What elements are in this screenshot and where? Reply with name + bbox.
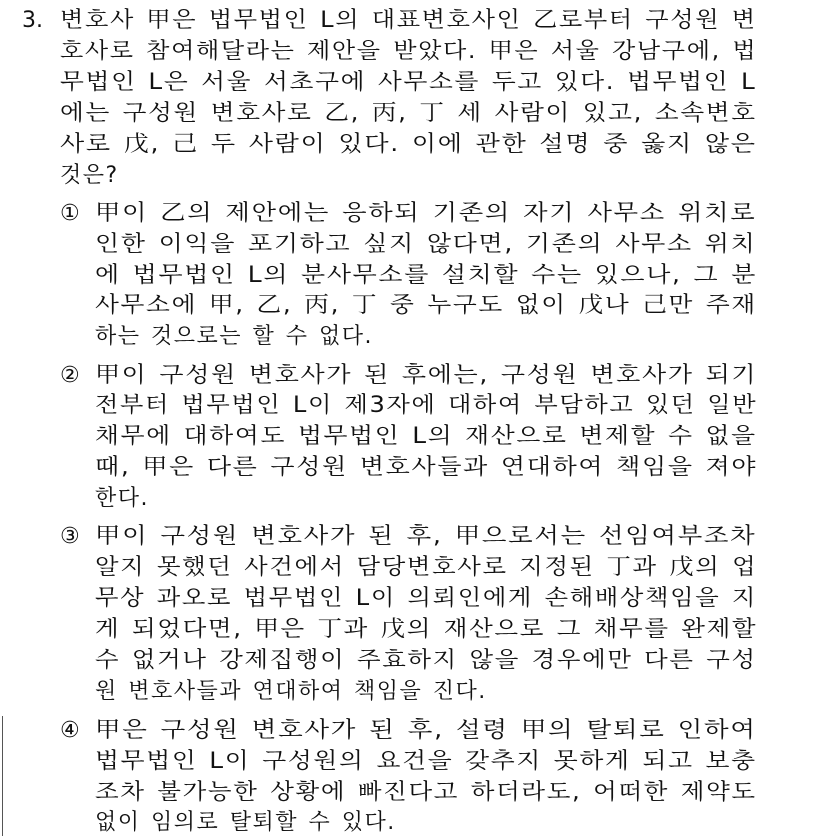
- option-text-line: 무상 과오로 법무법인 L이 의뢰인에게 손해배상책임을 지: [95, 586, 757, 611]
- left-margin-rule: [2, 716, 3, 836]
- option-text-line: 에 법무법인 L의 분사무소를 설치할 수는 있으나, 그 분: [95, 263, 758, 288]
- option-text-line: 甲이 구성원 변호사가 된 후, 甲으로서는 선임여부조차: [95, 524, 757, 549]
- option-text-line: 甲이 구성원 변호사가 된 후에는, 구성원 변호사가 되기: [95, 363, 758, 388]
- option-text-line: 없이 임의로 탈퇴할 수 있다.: [95, 810, 396, 835]
- option-text-line: 원 변호사들과 연대하여 책임을 진다.: [95, 679, 487, 704]
- option-text-line: 한다.: [95, 486, 149, 511]
- question-text-line: 호사로 참여해달라는 제안을 받았다. 甲은 서울 강남구에, 법: [60, 39, 758, 64]
- option-text-line: 인한 이익을 포기하고 싶지 않다면, 기존의 사무소 위치: [95, 232, 757, 257]
- option-text-line: 채무에 대하여도 법무법인 L의 재산으로 변제할 수 없을: [95, 424, 757, 449]
- option-text-line: 조차 불가능한 상황에 빠진다고 하더라도, 어떠한 제약도: [95, 780, 757, 805]
- option-text-line: 甲은 구성원 변호사가 된 후, 설령 甲의 탈퇴로 인하여: [95, 718, 757, 743]
- question-text-line: 것은?: [60, 163, 119, 188]
- option-text-line: 때, 甲은 다른 구성원 변호사들과 연대하여 책임을 져야: [95, 455, 758, 480]
- question-text-line: 사로 戊, 己 두 사람이 있다. 이에 관한 설명 중 옳지 않은: [60, 132, 757, 157]
- option-text-line: 사무소에 甲, 乙, 丙, 丁 중 누구도 없이 戊나 己만 주재: [95, 293, 757, 318]
- option-marker-3: ③: [60, 524, 80, 549]
- option-text-line: 하는 것으로는 할 수 없다.: [95, 324, 373, 349]
- option-text-line: 甲이 乙의 제안에는 응하되 기존의 자기 사무소 위치로: [95, 201, 757, 226]
- option-marker-2: ②: [60, 363, 80, 388]
- option-text-line: 게 되었다면, 甲은 丁과 戊의 재산으로 그 채무를 완제할: [95, 617, 758, 642]
- option-marker-1: ①: [60, 201, 80, 226]
- option-text-line: 전부터 법무법인 L이 제3자에 대하여 부담하고 있던 일반: [95, 393, 758, 418]
- question-text-line: 에는 구성원 변호사로 乙, 丙, 丁 세 사람이 있고, 소속변호: [60, 101, 757, 126]
- option-text-line: 법무법인 L이 구성원의 요건을 갖추지 못하게 되고 보충: [95, 749, 757, 774]
- option-marker-4: ④: [60, 718, 80, 743]
- question-text-line: 무법인 L은 서울 서초구에 사무소를 두고 있다. 법무법인 L: [60, 70, 757, 95]
- question-text-line: 변호사 甲은 법무법인 L의 대표변호사인 乙로부터 구성원 변: [60, 8, 757, 33]
- question-number: 3.: [22, 8, 43, 33]
- option-text-line: 알지 못했던 사건에서 담당변호사로 지정된 丁과 戊의 업: [95, 555, 758, 580]
- option-text-line: 수 없거나 강제집행이 주효하지 않을 경우에만 다른 구성: [95, 648, 757, 673]
